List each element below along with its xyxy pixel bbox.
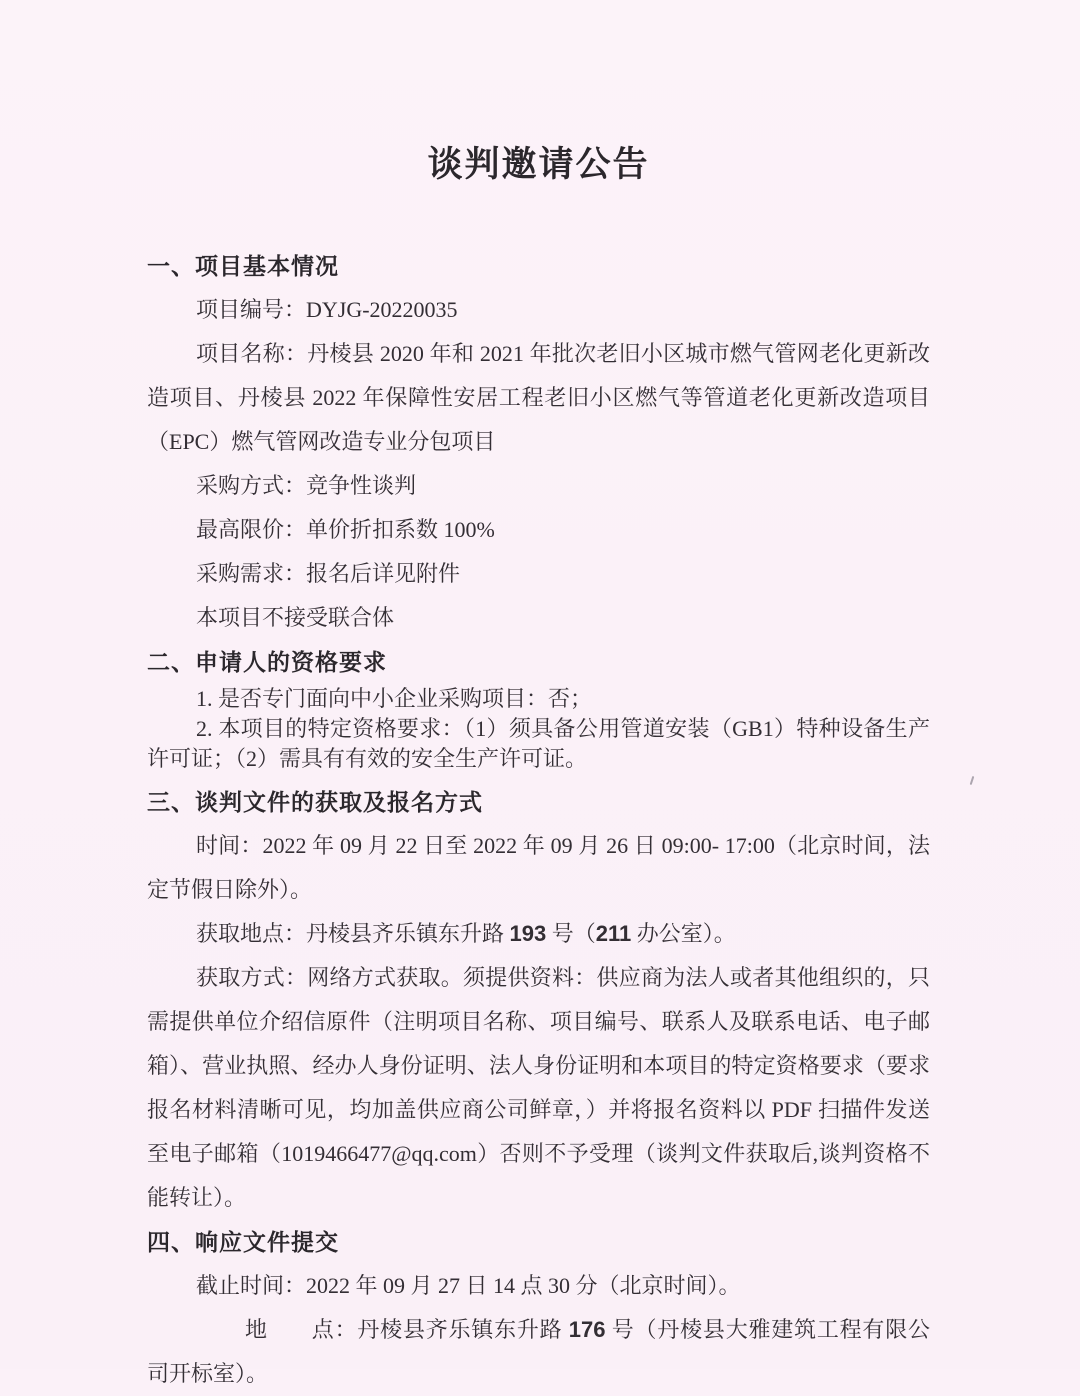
project-name-paragraph: 项目名称：丹棱县 2020 年和 2021 年批次老旧小区城市燃气管网老化更新改造项目、丹棱县 2022 年保障性安居工程老旧小区燃气等管道老化更新改造项目（EPC）燃气管网改造专业分包项目 <box>147 341 930 454</box>
submission-deadline-line: 截止时间：2022 年 09 月 27 日 14 点 30 分（北京时间）。 <box>196 1273 741 1298</box>
section-4-heading: 四、响应文件提交 <box>147 1229 339 1255</box>
consortium-note-line: 本项目不接受联合体 <box>196 605 395 630</box>
section-2-heading: 二、申请人的资格要求 <box>147 649 387 675</box>
submission-place-label-left: 地 <box>245 1317 268 1342</box>
submission-place-street-number: 176 <box>568 1317 606 1342</box>
submission-place-suffix: 号（丹棱县大雅建筑工程有限公司开标室）。 <box>147 1317 930 1386</box>
submission-place-label-right: 点：丹棱县齐乐镇东升路 <box>311 1317 569 1342</box>
section-3-heading: 三、谈判文件的获取及报名方式 <box>147 789 483 815</box>
obtain-method-paragraph: 获取方式：网络方式获取。须提供资料：供应商为法人或者其他组织的，只需提供单位介绍信原件（注明项目名称、项目编号、联系人及联系电话、电子邮箱）、营业执照、经办人身份证明、法人身份证明和本项目的特定资格要求（要求报名材料清晰可见，均加盖供应商公司鲜章，）并将报名资料以 PDF 扫描件发送至电子邮箱（1019466477@qq.com）否则不予受理（谈判文件获取后,谈判资格不能转让）。 <box>147 965 930 1210</box>
obtain-location-suffix: 办公室）。 <box>631 921 736 946</box>
project-number-line: 项目编号：DYJG-20220035 <box>196 297 458 322</box>
obtain-time-paragraph: 时间：2022 年 09 月 22 日至 2022 年 09 月 26 日 09:00- 17:00（北京时间，法定节假日除外）。 <box>147 833 930 902</box>
qualification-item-2: 2. 本项目的特定资格要求：（1）须具备公用管道安装（GB1）特种设备生产许可证；（2）需具有有效的安全生产许可证。 <box>147 716 930 771</box>
obtain-location-line <box>147 912 930 956</box>
obtain-location-room-number: 211 <box>595 921 632 946</box>
obtain-location-prefix: 获取地点：丹棱县齐乐镇东升路 <box>196 921 510 946</box>
obtain-location-mid: 号（ <box>546 921 596 946</box>
obtain-location-street-number: 193 <box>509 921 547 946</box>
procurement-method-line: 采购方式：竞争性谈判 <box>196 473 417 498</box>
section-1-heading: 一、项目基本情况 <box>147 253 339 279</box>
submission-place-paragraph <box>147 1308 930 1396</box>
procurement-demand-line: 采购需求：报名后详见附件 <box>196 561 461 586</box>
qualification-item-1: 1. 是否专门面向中小企业采购项目：否； <box>196 686 593 711</box>
price-limit-line: 最高限价：单价折扣系数 100% <box>196 517 495 542</box>
document-title: 谈判邀请公告 <box>427 145 650 184</box>
